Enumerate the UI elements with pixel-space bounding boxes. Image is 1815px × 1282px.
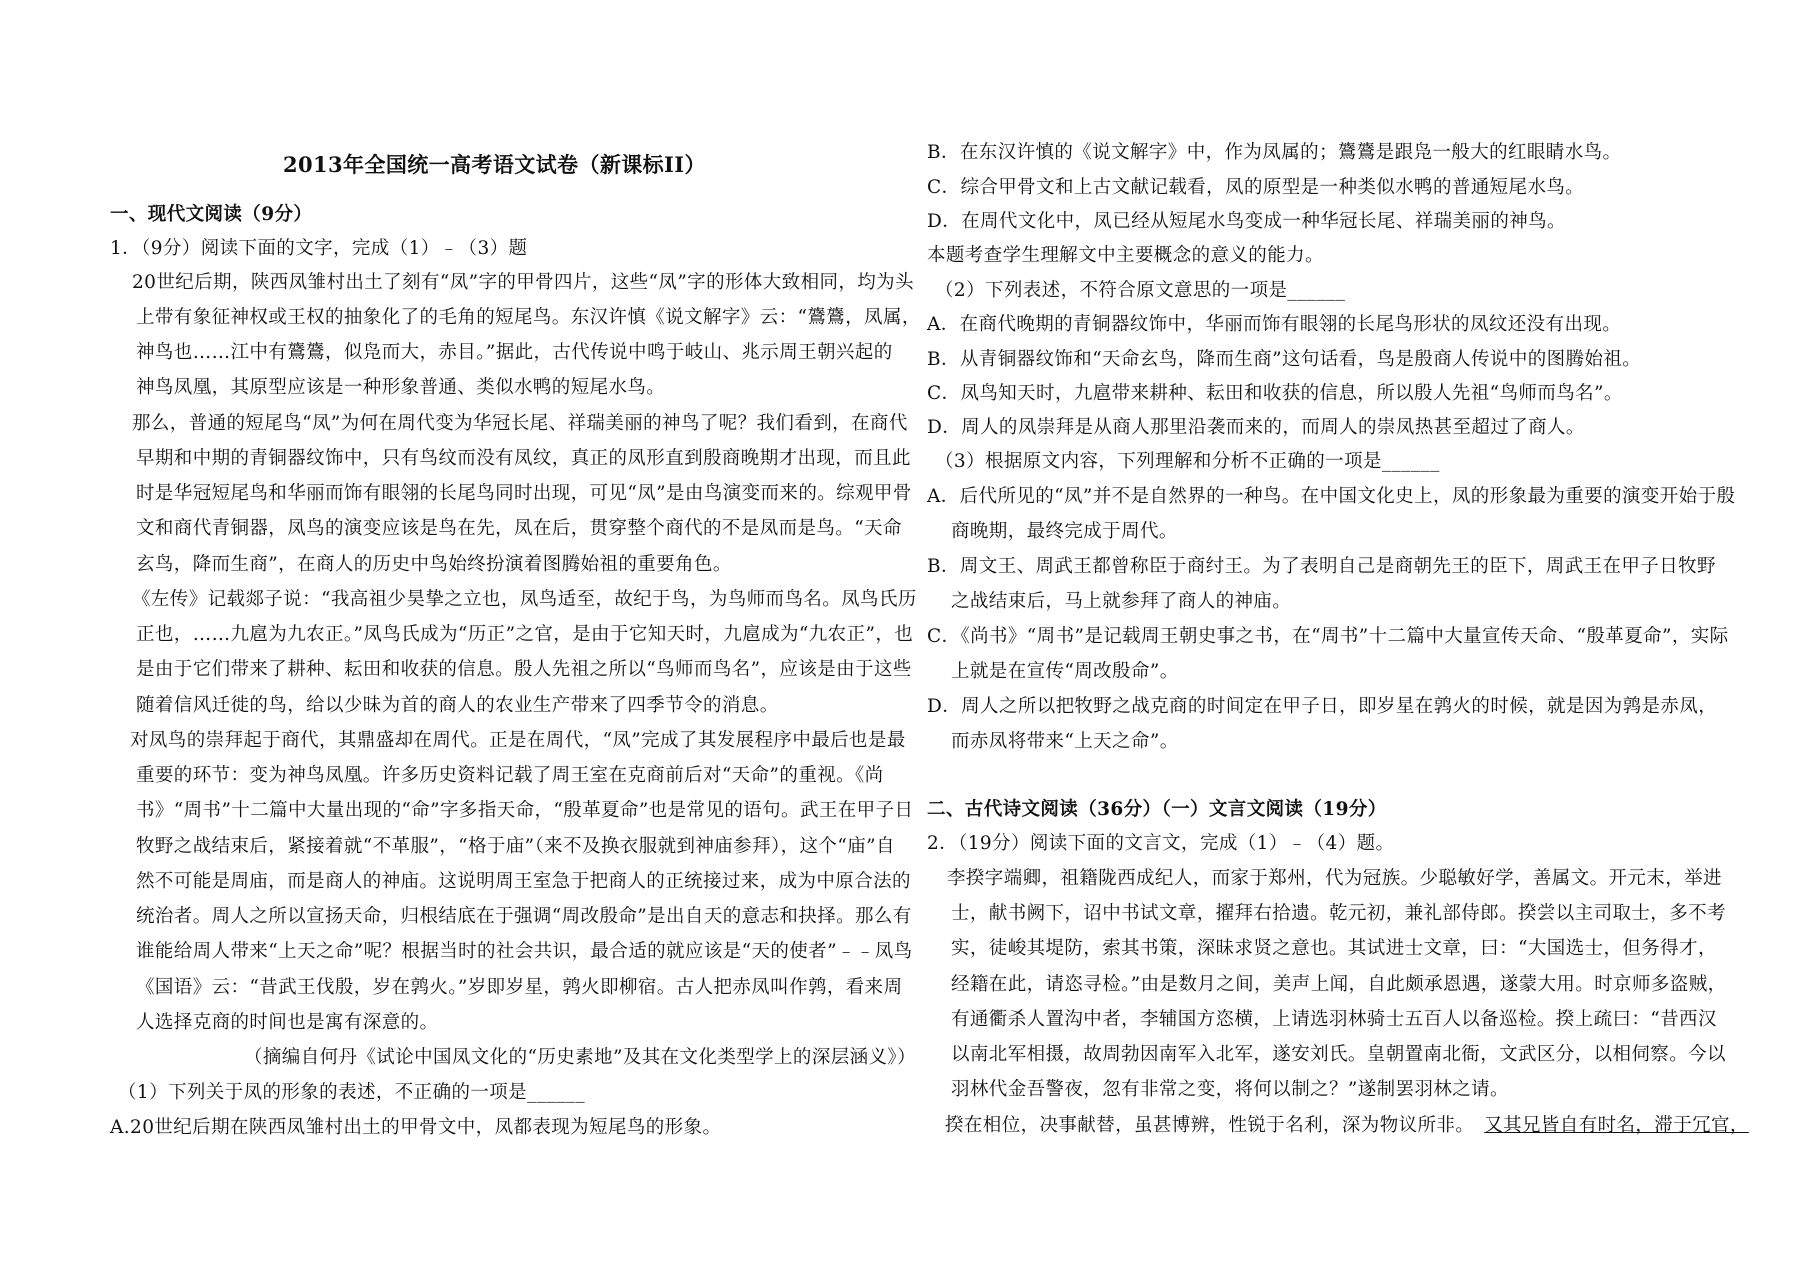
q1-2-option-c: C．凤鸟知天时，九扈带来耕种、耘田和收获的信息，所以殷人先祖“鸟师而鸟名”。: [927, 383, 1623, 404]
passage-line: 人选择克商的时间也是寓有深意的。: [136, 1012, 439, 1033]
q1-1-prompt: （1）下列关于凤的形象的表述，不正确的一项是______: [118, 1082, 585, 1103]
q1-3-option-c: C．《尚书》“周书”是记载周王朝史事之书，在“周书”十二篇中大量宣传天命、“殷革夏命”，实际: [927, 626, 1729, 647]
q1-1-option-b: B．在东汉许慎的《说文解字》中，作为凤属的；鷟鷟是跟凫一般大的红眼睛水鸟。: [927, 142, 1622, 163]
q1-2-prompt: （2）下列表述，不符合原文意思的一项是______: [935, 280, 1346, 301]
section1-heading: 一、现代文阅读（9分）: [110, 204, 313, 225]
passage-line: 《左传》记载郯子说：“我高祖少昊挚之立也，凤鸟适至，故纪于鸟，为鸟师而鸟名。凤鸟氏历: [132, 589, 917, 610]
page-title: 2013年全国统一高考语文试卷（新课标II）: [283, 152, 706, 177]
classical-passage-line: 经籍在此，请恣寻检。”由是数月之间，美声上闻，自此颇承恩遇，遂蒙大用。时京师多盗贼，: [951, 974, 1727, 995]
passage-line: 统治者。周人之所以宣扬天命，归根结底在于强调“周改殷命”是出自天的意志和抉择。那么有: [136, 906, 912, 927]
q1-1-option-c: C．综合甲骨文和上古文献记载看，凤的原型是一种类似水鸭的普通短尾水鸟。: [927, 177, 1585, 198]
q1-3-option-b-cont: 之战结束后，马上就参拜了商人的神庙。: [951, 591, 1292, 612]
classical-passage-line: 以南北军相摄，故周勃因南军入北军，遂安刘氏。皇朝置南北衙，文武区分，以相伺察。今以: [951, 1044, 1726, 1065]
section2-heading: 二、古代诗文阅读（36分）（一）文言文阅读（19分）: [927, 799, 1387, 820]
passage-line: 神鸟也……江中有鷟鷟，似凫而大，赤目。”据此，古代传说中鸣于岐山、兆示周王朝兴起的: [136, 342, 893, 363]
q1-3-option-a: A．后代所见的“凤”并不是自然界的一种鸟。在中国文化史上，凤的形象最为重要的演变开始于殷: [927, 486, 1736, 507]
q1-3-prompt: （3）根据原文内容，下列理解和分析不正确的一项是______: [935, 451, 1440, 472]
q1-1-note: 本题考查学生理解文中主要概念的意义的能力。: [927, 245, 1324, 266]
passage-line: 玄鸟，降而生商”，在商人的历史中鸟始终扮演着图腾始祖的重要角色。: [136, 554, 732, 575]
q1-2-option-b: B．从青铜器纹饰和“天命玄鸟，降而生商”这句话看，鸟是殷商人传说中的图腾始祖。: [927, 349, 1642, 370]
passage-line: 牧野之战结束后，紧接着就“不革服”，“格于庙”（来不及换衣服就到神庙参拜），这个“庙”自: [136, 836, 895, 857]
passage-line: 上带有象征神权或王权的抽象化了的毛角的短尾鸟。东汉许慎《说文解字》云：“鷟鷟，凤属，: [136, 307, 921, 328]
q1-2-option-d: D．周人的凤崇拜是从商人那里沿袭而来的，而周人的崇凤热甚至超过了商人。: [927, 417, 1585, 438]
underlined-sentence: 又其兄皆自有时名，滞于冗官，: [1484, 1115, 1749, 1136]
passage-line: 书》“周书”十二篇中大量出现的“命”字多指天命，“殷革夏命”也是常见的语句。武王在甲子日: [136, 800, 914, 821]
passage-line: 随着信风迁徙的鸟，给以少昧为首的商人的农业生产带来了四季节令的消息。: [136, 695, 779, 716]
q1-1-option-d: D．在周代文化中，凤已经从短尾水鸟变成一种华冠长尾、祥瑞美丽的神鸟。: [927, 211, 1566, 232]
source-citation: （摘编自何丹《试论中国凤文化的“历史素地”及其在文化类型学上的深层涵义》）: [244, 1047, 916, 1068]
passage-line: 20世纪后期，陕西凤雏村出土了刻有“凤”字的甲骨四片，这些“凤”字的形体大致相同，均为头: [132, 272, 914, 293]
q1-2-option-a: A．在商代晚期的青铜器纹饰中，华丽而饰有眼翎的长尾鸟形状的凤纹还没有出现。: [927, 314, 1622, 335]
q1-3-option-a-cont: 商晚期，最终完成于周代。: [951, 521, 1178, 542]
passage-line: 时是华冠短尾鸟和华丽而饰有眼翎的长尾鸟同时出现，可见“凤”是由鸟演变而来的。综观甲骨: [136, 483, 912, 504]
q1-1-option-a: A.20世纪后期在陕西凤雏村出土的甲骨文中，凤都表现为短尾鸟的形象。: [110, 1117, 722, 1138]
classical-passage-line: 李揆字端卿，祖籍陇西成纪人，而家于郑州，代为冠族。少聪敏好学，善属文。开元末，举进: [947, 868, 1722, 889]
passage-line: 谁能给周人带来“上天之命”呢？根据当时的社会共识，最合适的就应该是“天的使者”﹣﹣凤鸟: [136, 941, 913, 962]
classical-passage-line: 羽林代金吾警夜，忽有非常之变，将何以制之？”遂制罢羽林之请。: [951, 1079, 1509, 1100]
passage-line: 对凤鸟的崇拜起于商代，其鼎盛却在周代。正是在周代，“凤”完成了其发展程序中最后也是最: [130, 730, 906, 751]
q1-3-option-c-cont: 上就是在宣传“周改殷命”。: [951, 661, 1179, 682]
q1-3-option-d: D．周人之所以把牧野之战克商的时间定在甲子日，即岁星在鹑火的时候，就是因为鹑是赤凤，: [927, 696, 1718, 717]
classical-passage-last-line: [945, 1113, 1749, 1138]
passage-line: 早期和中期的青铜器纹饰中，只有鸟纹而没有凤纹，真正的凤形直到殷商晚期才出现，而且此: [136, 448, 911, 469]
passage-line: 是由于它们带来了耕种、耘田和收获的信息。殷人先祖之所以“鸟师而鸟名”，应该是由于这些: [136, 659, 912, 680]
classical-passage-line: 有通衢杀人置沟中者，李辅国方恣横，上请选羽林骑士五百人以备巡检。揆上疏曰：“昔西汉: [951, 1009, 1717, 1030]
passage-line: 那么，普通的短尾鸟“凤”为何在周代变为华冠长尾、祥瑞美丽的神鸟了呢？我们看到，在商代: [132, 413, 908, 434]
classical-passage-line: 士，献书阙下，诏中书试文章，擢拜右拾遗。乾元初，兼礼部侍郎。揆尝以主司取士，多不考: [951, 903, 1726, 924]
q1-3-option-b: B．周文王、周武王都曾称臣于商纣王。为了表明自己是商朝先王的臣下，周武王在甲子日牧野: [927, 556, 1716, 577]
passage-line: 《国语》云：“昔武王伐殷，岁在鹑火。”岁即岁星，鹑火即柳宿。古人把赤凤叫作鹑，看来周: [136, 977, 903, 998]
passage-line: 文和商代青铜器，凤鸟的演变应该是鸟在先，凤在后，贯穿整个商代的不是凤而是鸟。“天命: [136, 518, 902, 539]
passage-line: 正也，……九扈为九农正。”凤鸟氏成为“历正”之官，是由于它知天时，九扈成为“九农正”，也: [136, 624, 914, 645]
classical-passage-text: 揆在相位，决事献替，虽甚博辨，性锐于名利，深为物议所非。: [945, 1115, 1475, 1136]
passage-line: 神鸟凤凰，其原型应该是一种形象普通、类似水鸭的短尾水鸟。: [136, 377, 666, 398]
q1-3-option-d-cont: 而赤凤将带来“上天之命”。: [951, 731, 1179, 752]
passage-line: 重要的环节：变为神鸟凤凰。许多历史资料记载了周王室在克商前后对“天命”的重视。《尚: [136, 765, 884, 786]
passage-line: 然不可能是周庙，而是商人的神庙。这说明周王室急于把商人的正统接过来，成为中原合法的: [136, 871, 911, 892]
classical-passage-line: 实，徒峻其堤防，索其书策，深昧求贤之意也。其试进士文章，曰：“大国选士，但务得才，: [951, 938, 1717, 959]
q1-intro: 1．（9分）阅读下面的文字，完成（1）﹣（3）题: [110, 238, 528, 259]
q2-intro: 2．（19分）阅读下面的文言文，完成（1）﹣（4）题。: [927, 833, 1395, 854]
